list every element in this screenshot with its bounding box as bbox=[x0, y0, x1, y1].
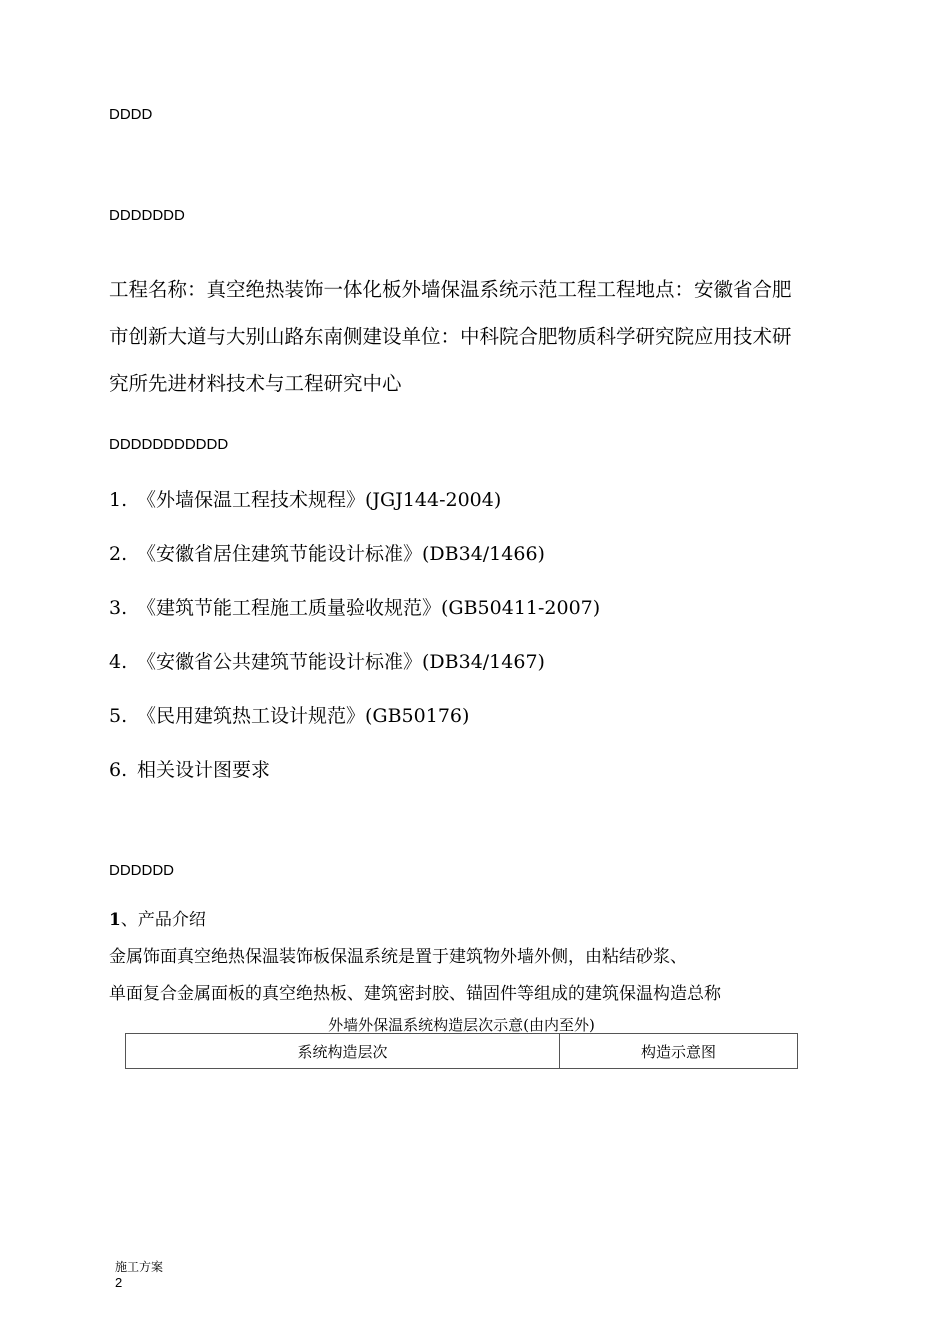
list-text: 《民用建筑热工设计规范》(GB50176) bbox=[137, 705, 470, 727]
list-text: 《外墙保温工程技术规程》(JGJ144-2004) bbox=[137, 489, 502, 511]
list-item bbox=[109, 539, 600, 593]
intro-number: 1 bbox=[109, 910, 121, 930]
intro-title-text: 、产品介绍 bbox=[120, 910, 206, 930]
list-item bbox=[109, 593, 600, 647]
list-text: 《安徽省居住建筑节能设计标准》(DB34/1466) bbox=[137, 543, 545, 565]
heading-1: DDDD bbox=[109, 106, 153, 123]
list-text: 《建筑节能工程施工质量验收规范》(GB50411-2007) bbox=[137, 597, 601, 619]
structure-table bbox=[125, 1033, 798, 1069]
intro-title bbox=[109, 905, 206, 930]
list-item bbox=[109, 647, 600, 701]
list-number: 2. bbox=[109, 543, 128, 565]
page-number: 2 bbox=[115, 1275, 123, 1290]
list-number: 6. bbox=[109, 759, 128, 781]
column-header-diagram: 构造示意图 bbox=[560, 1034, 798, 1069]
list-text: 相关设计图要求 bbox=[137, 759, 271, 781]
heading-2: DDDDDDD bbox=[109, 207, 185, 224]
list-number: 3. bbox=[109, 597, 128, 619]
intro-line-1: 金属饰面真空绝热保温装饰板保温系统是置于建筑物外墙外侧，由粘结砂浆、 bbox=[109, 947, 687, 967]
project-info-paragraph: 工程名称：真空绝热装饰一体化板外墙保温系统示范工程工程地点：安徽省合肥市创新大道与大别山路东南侧建设单位：中科院合肥物质科学研究院应用技术研究所先进材料技术与工程研究中心 bbox=[109, 278, 792, 395]
heading-4: DDDDDD bbox=[109, 862, 174, 879]
list-number: 1. bbox=[109, 489, 128, 511]
basis-list bbox=[109, 485, 600, 809]
column-header-layers: 系统构造层次 bbox=[126, 1034, 560, 1069]
table-caption: 外墙外保温系统构造层次示意(由内至外) bbox=[328, 1016, 595, 1034]
list-item bbox=[109, 701, 600, 755]
list-number: 5. bbox=[109, 705, 128, 727]
heading-3: DDDDDDDDDDD bbox=[109, 436, 229, 453]
list-text: 《安徽省公共建筑节能设计标准》(DB34/1467) bbox=[137, 651, 545, 673]
table-header-row bbox=[126, 1034, 798, 1069]
list-number: 4. bbox=[109, 651, 128, 673]
list-item bbox=[109, 485, 600, 539]
footer-title: 施工方案 bbox=[115, 1260, 164, 1274]
list-item bbox=[109, 755, 600, 809]
intro-line-2: 单面复合金属面板的真空绝热板、建筑密封胶、锚固件等组成的建筑保温构造总称 bbox=[109, 984, 721, 1004]
